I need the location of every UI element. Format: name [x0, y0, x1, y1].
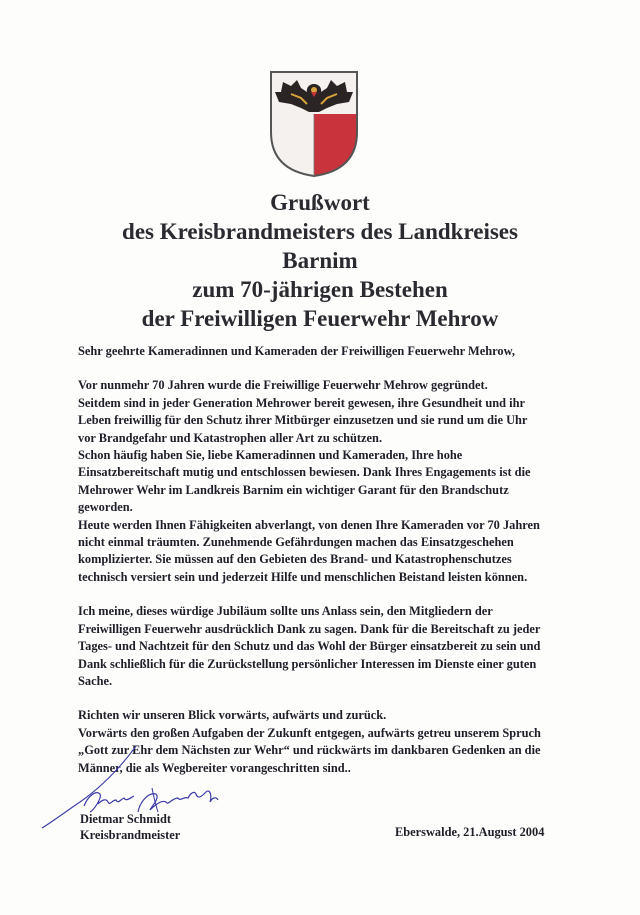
title-line: Grußwort	[270, 190, 370, 215]
coat-of-arms	[269, 70, 359, 178]
shield-white-field	[271, 114, 314, 176]
text-line: Einsatzbereitschaft mutig und entschlossen bewiesen. Dank Ihres Engagements ist die	[78, 465, 531, 480]
signer-name: Dietmar Schmidt	[80, 812, 171, 826]
text-line: Tages- und Nachtzeit für den Schutz und das Wohl der Bürger einsatzbereit zu sein und	[78, 639, 541, 654]
text-line: Vorwärts den großen Aufgaben der Zukunft entgegen, aufwärts getreu unserem Spruch	[78, 725, 541, 740]
text-line: „Gott zur Ehr dem Nächsten zur Wehr“ und rückwärts im dankbaren Gedenken an die	[78, 743, 541, 758]
greeting-title	[40, 188, 600, 333]
text-line: Richten wir unseren Blick vorwärts, aufwärts und zurück.	[78, 708, 387, 723]
text-line: Mehrower Wehr im Landkreis Barnim ein wichtiger Garant für den Brandschutz	[78, 482, 509, 497]
text-line: Heute werden Ihnen Fähigkeiten abverlangt, von denen Ihre Kameraden vor 70 Jahren	[78, 517, 540, 532]
paragraph-1	[78, 377, 588, 586]
text-line: Sache.	[78, 673, 113, 688]
text-line: komplizierter. Sie müssen auf den Gebieten des Brand- und Katastrophenschutzes	[78, 552, 512, 567]
text-line: technisch versiert sein und jederzeit Hilfe und menschlichen Beistand leisten können.	[78, 569, 528, 584]
text-line: Männer, die als Wegbereiter vorangeschritten sind..	[78, 760, 351, 775]
place-and-date: Eberswalde, 21.August 2004	[395, 825, 545, 839]
text-line: Ich meine, dieses würdige Jubiläum sollte uns Anlass sein, den Mitgliedern der	[78, 604, 493, 619]
signer-block	[80, 811, 180, 843]
letter-body	[78, 343, 588, 777]
text-line: vor Brandgefahr und Katastrophen aller Art zu schützen.	[78, 430, 383, 445]
text-line: geworden.	[78, 500, 133, 515]
text-line: nicht einmal träumten. Zunehmende Gefährdungen machen das Einsatzgeschehen	[78, 535, 514, 550]
paragraph-2	[78, 603, 588, 690]
title-line: zum 70-jährigen Bestehen	[192, 277, 448, 302]
title-line: der Freiwilligen Feuerwehr Mehrow	[141, 306, 499, 331]
title-line: des Kreisbrandmeisters des Landkreises	[122, 219, 518, 244]
title-line: Barnim	[282, 248, 358, 273]
text-line: Seitdem sind in jeder Generation Mehrower bereit gewesen, ihre Gesundheit und ihr	[78, 395, 525, 410]
signer-role: Kreisbrandmeister	[80, 828, 181, 842]
text-line: Freiwilligen Feuerwehr ausdrücklich Dank zu sagen. Dank für die Bereitschaft zu jeder	[78, 621, 541, 636]
text-line: Vor nunmehr 70 Jahren wurde die Freiwillige Feuerwehr Mehrow gegründet.	[78, 378, 488, 393]
text-line: Leben freiwillig für den Schutz ihrer Mitbürger einzusetzen und sie rund um die Uhr	[78, 413, 528, 428]
salutation: Sehr geehrte Kameradinnen und Kameraden der Freiwilligen Feuerwehr Mehrow,	[78, 344, 515, 358]
text-line: Dank schließlich für die Zurückstellung persönlicher Interessen im Dienste einer guten	[78, 656, 537, 671]
text-line: Schon häufig haben Sie, liebe Kameradinnen und Kameraden, Ihre hohe	[78, 448, 463, 463]
